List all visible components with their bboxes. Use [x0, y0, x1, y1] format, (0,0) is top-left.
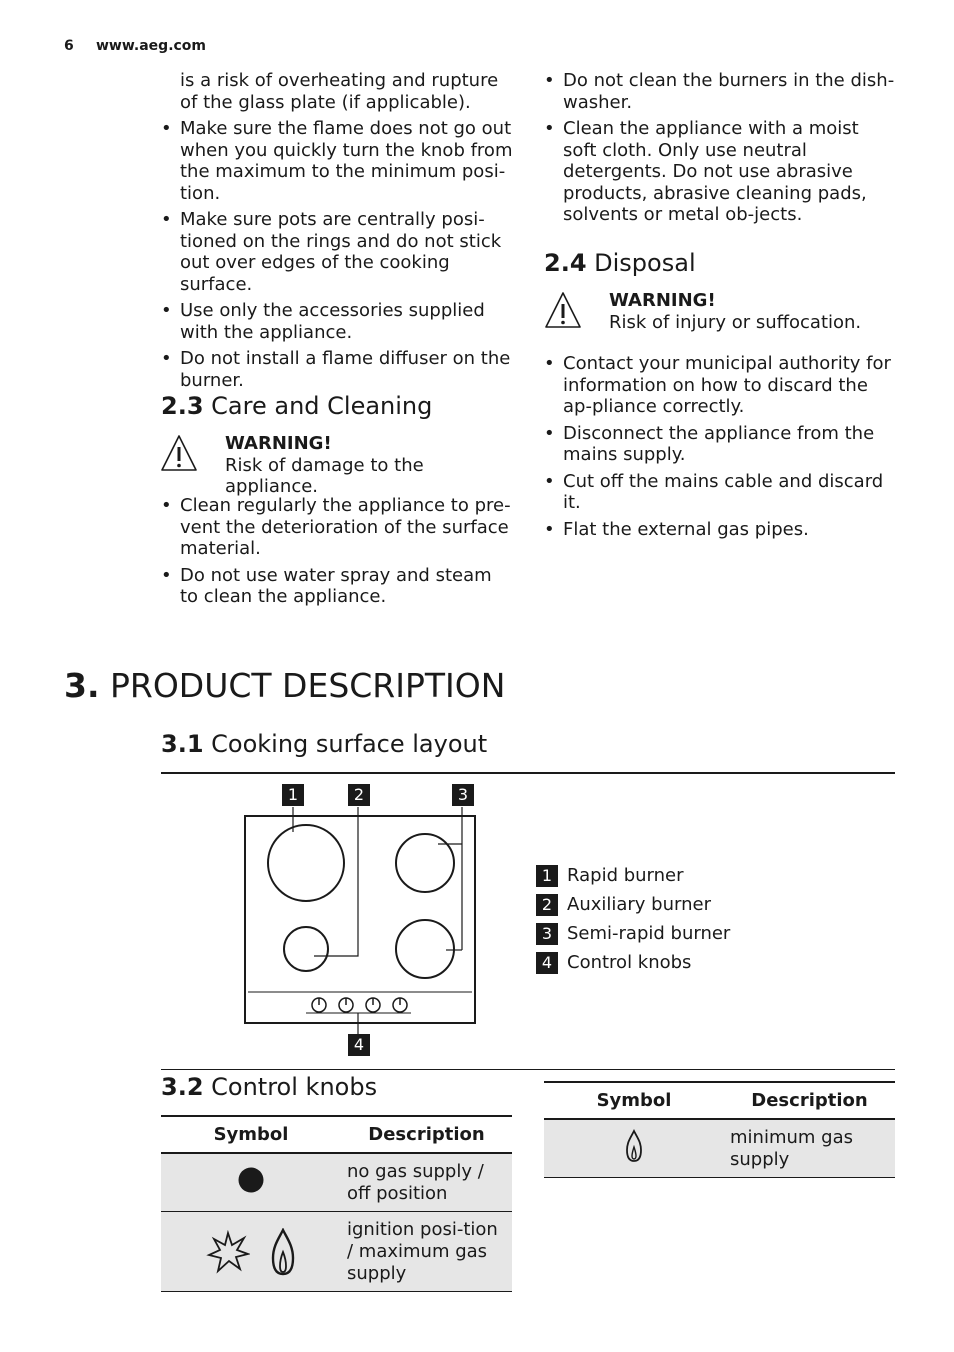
warning-block: [609, 290, 899, 333]
callout-tag-4: 4: [348, 1034, 370, 1056]
section-heading-2-3: 2.3 Care and Cleaning: [161, 392, 433, 420]
description-cell: minimum gas supply: [724, 1119, 895, 1178]
section-heading-3-1: 3.1 Cooking surface layout: [161, 730, 488, 758]
filled-circle-icon: [237, 1166, 265, 1194]
warning-title: WARNING!: [225, 433, 332, 454]
legend-label: Auxiliary burner: [567, 894, 711, 915]
list-item: • Make sure the flame does not go out when you quickly turn the knob from the maximum to the minimum posi-tion.: [161, 118, 513, 204]
legend-item: [536, 890, 836, 919]
list-item: • Make sure pots are centrally posi-tioned on the rings and do not stick out over edges of the cooking surface.: [161, 209, 513, 295]
callout-tag-2: 2: [348, 784, 370, 806]
control-knobs-table-right: [544, 1081, 895, 1178]
large-flame-icon: [270, 1228, 296, 1276]
list-item: • Contact your municipal authority for information on how to discard the ap-pliance correctly.: [544, 353, 896, 418]
symbol-cell: [161, 1153, 341, 1212]
left-bullet-list: [161, 118, 513, 396]
diagram-legend: [536, 861, 836, 977]
warning-text: Risk of damage to the appliance.: [225, 454, 424, 497]
column-header-symbol: Symbol: [161, 1116, 341, 1153]
list-item: • Use only the accessories supplied with the appliance.: [161, 300, 513, 343]
legend-item: [536, 948, 836, 977]
chapter-title: 3. PRODUCT DESCRIPTION: [64, 666, 506, 705]
table-row: [161, 1212, 512, 1292]
symbol-cell: [544, 1119, 724, 1178]
list-item: • Do not install a flame diffuser on the burner.: [161, 348, 513, 391]
warning-icon: [159, 433, 199, 477]
warning-text: Risk of injury or suffocation.: [609, 311, 862, 333]
legend-number: 2: [536, 894, 558, 916]
continuation-text: is a risk of overheating and rupture of the glass plate (if applicable).: [180, 70, 499, 113]
legend-item: [536, 919, 836, 948]
right-bullet-list: [544, 70, 896, 231]
description-cell: ignition posi-tion / maximum gas supply: [341, 1212, 512, 1292]
column-header-description: Description: [341, 1116, 512, 1153]
legend-number: 4: [536, 952, 558, 974]
legend-number: 3: [536, 923, 558, 945]
callout-tag-1: 1: [282, 784, 304, 806]
table-row: [161, 1153, 512, 1212]
page-number: 6: [64, 38, 74, 54]
warning-block: [225, 433, 515, 498]
symbol-cell: [161, 1212, 341, 1292]
section-rule: [161, 772, 895, 774]
column-header-description: Description: [724, 1082, 895, 1119]
list-item: • Flat the external gas pipes.: [544, 519, 896, 541]
cooking-surface-diagram: [236, 782, 486, 1062]
header-url: www.aeg.com: [96, 38, 207, 54]
hob-drawing: [236, 782, 486, 1062]
list-item: • Disconnect the appliance from the mains supply.: [544, 423, 896, 466]
section-rule: [161, 1069, 895, 1070]
small-flame-icon: [625, 1129, 643, 1163]
section-heading-2-4: 2.4 Disposal: [544, 249, 696, 277]
legend-number: 1: [536, 865, 558, 887]
legend-item: [536, 861, 836, 890]
control-knobs-table-left: [161, 1115, 512, 1292]
description-cell: no gas supply / off position: [341, 1153, 512, 1212]
care-bullet-list: [161, 495, 513, 613]
legend-label: Semi-rapid burner: [567, 923, 731, 944]
legend-label: Rapid burner: [567, 865, 684, 886]
column-header-symbol: Symbol: [544, 1082, 724, 1119]
spark-icon: [206, 1230, 250, 1274]
table-row: [544, 1119, 895, 1178]
disposal-bullet-list: [544, 353, 896, 545]
list-item: • Clean regularly the appliance to pre-vent the deterioration of the surface material.: [161, 495, 513, 560]
list-item: • Do not clean the burners in the dish-washer.: [544, 70, 896, 113]
list-item: • Cut off the mains cable and discard it.: [544, 471, 896, 514]
legend-label: Control knobs: [567, 952, 692, 973]
warning-title: WARNING!: [609, 290, 716, 311]
callout-tag-3: 3: [452, 784, 474, 806]
list-item: • Clean the appliance with a moist soft cloth. Only use neutral detergents. Do not use abrasive products, abrasive cleaning pads, solvents or metal ob-jects.: [544, 118, 896, 226]
section-heading-3-2: 3.2 Control knobs: [161, 1073, 378, 1101]
list-item: • Do not use water spray and steam to clean the appliance.: [161, 565, 513, 608]
warning-icon: [543, 290, 583, 334]
